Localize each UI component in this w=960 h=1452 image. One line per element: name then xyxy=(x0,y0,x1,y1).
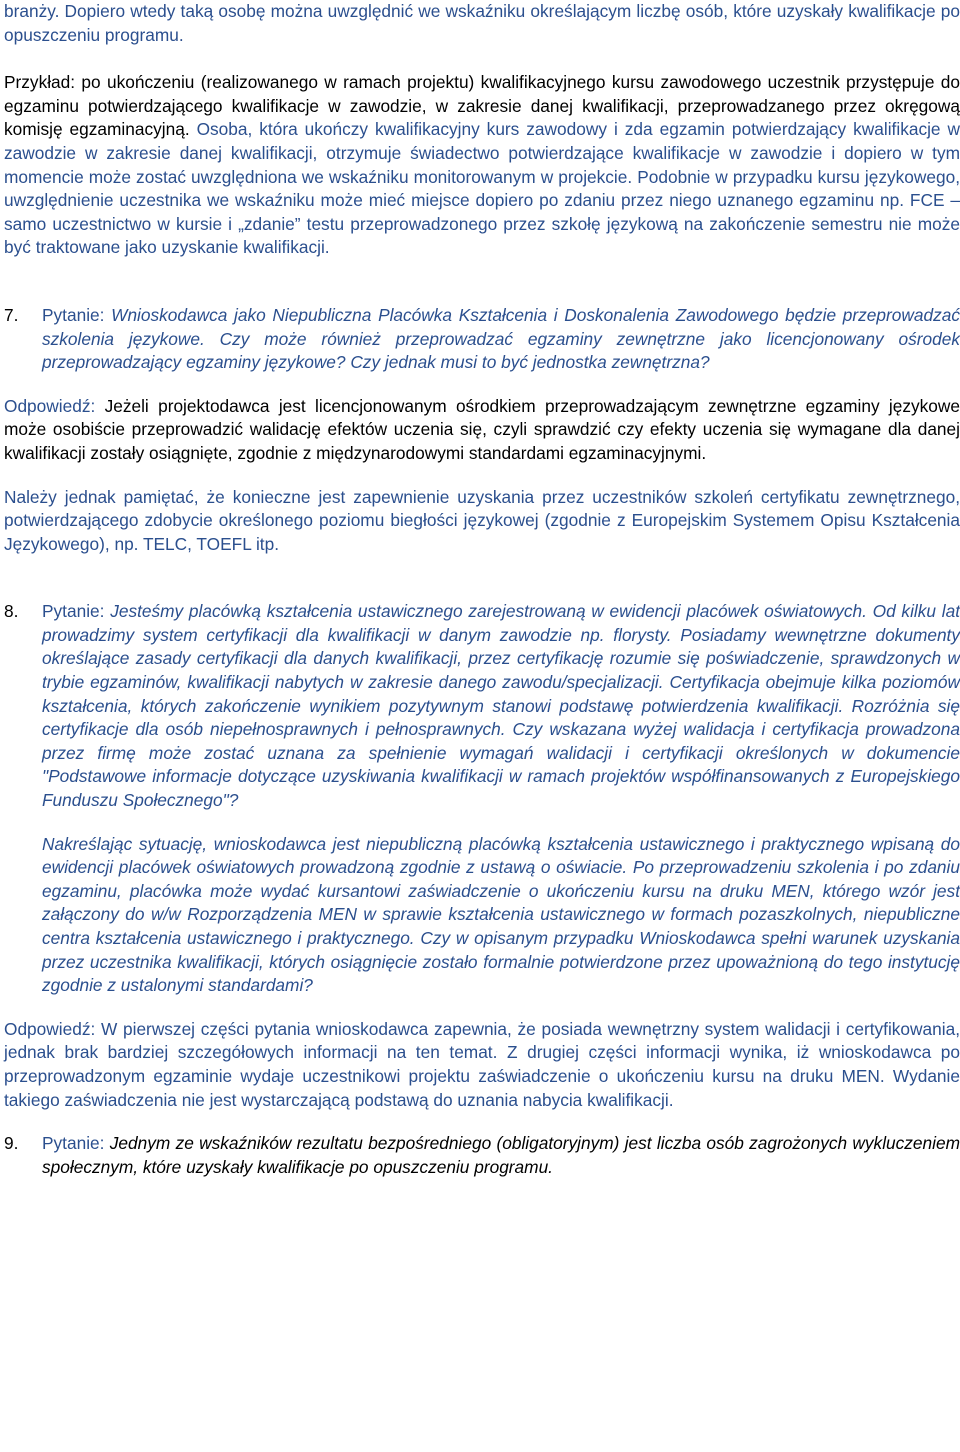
example-paragraph xyxy=(4,71,960,260)
answer-8 xyxy=(4,1018,960,1112)
question-7 xyxy=(4,304,960,375)
question-label: Pytanie: xyxy=(42,601,105,622)
question-8-body: Jesteśmy placówką kształcenia ustawicznego zarejestrowaną w ewidencji placówek oświatowych. Od kilku lat prowadzimy system certyfikacji dla kwalifikacji w danym zawodzie np. florysty. Posiadamy wewnętrzne dokumenty określające zasady certyfikacji dla danych kwalifikacji, przez certyfikację rozumie się poświadczenie, sprawdzonych w trybie egzaminów, kwalifikacji nabytych w zakresie danego zawodu/specjalizacji. Certyfikacja obejmuje kilka poziomów kształcenia, których zakończenie wynikiem pozytywnym stanowi podstawę potwierdzenia kwalifikacji. Rozróżnia się certyfikacje dla osób niepełnosprawnych i pełnosprawnych. Czy wskazana wyżej walidacja i certyfikacja prowadzona przez firmę może zostać uznana za spełnienie wymagań walidacji i certyfikacji określonych w dokumencie "Podstawowe informacje dotyczące uzyskiwania kwalifikacji w ramach projektów współfinansowanych z Europejskiego Funduszu Społecznego"? xyxy=(42,601,960,811)
question-8-context xyxy=(42,833,960,998)
question-label: Pytanie: xyxy=(42,304,105,325)
answer-7-note-text: Należy jednak pamiętać, że konieczne jest zapewnienie uzyskania przez uczestników szkoleń certyfikatu zewnętrznego, potwierdzającego zdobycie określonego poziomu biegłości językowej (zgodnie z Europejskim Systemem Opisu Kształcenia Językowego), np. TELC, TOEFL itp. xyxy=(4,486,960,554)
question-7-part-b: Czy może również przeprowadzać egzaminy zewnętrzne jako licencjonowany ośrodek przeprowadzający egzaminy językowe? Czy jednak musi to być jednostka zewnętrzna? xyxy=(42,328,960,373)
example-text-blue: Osoba, która ukończy kwalifikacyjny kurs zawodowy i zda egzamin potwierdzający kwalifikacje w zawodzie w zakresie danej kwalifikacji, otrzymuje świadectwo potwierdzające kwalifikacje w zawodzie i dopiero w tym momencie może zostać uwzględniona we wskaźniku monitorowanym w projekcie. Podobnie w przypadku kursu językowego, uwzględnienie uczestnika we wskaźniku może mieć miejsce dopiero po zdaniu przez niego uznanego egzaminu np. FCE – samo uczestnictwo w kursie i „zdanie” testu przeprowadzonego przez szkołę językową na zakończenie semestru nie może być traktowane jako uzyskanie kwalifikacji. xyxy=(4,119,960,258)
question-8-text xyxy=(42,600,960,812)
question-7-part-a: Wnioskodawca jako Niepubliczna Placówka Kształcenia i Doskonalenia Zawodowego będzie przeprowadzać szkolenia językowe. xyxy=(42,304,960,349)
question-8 xyxy=(4,600,960,998)
question-9-body: Jednym ze wskaźników rezultatu bezpośredniego (obligatoryjnym) jest liczba osób zagrożonych wykluczeniem społecznym, które uzyskały kwalifikacje po opuszczeniu programu. xyxy=(42,1133,960,1177)
answer-label: Odpowiedź: xyxy=(4,1018,96,1039)
question-number: 9. xyxy=(4,1133,19,1154)
question-9 xyxy=(4,1132,960,1179)
question-9-text xyxy=(42,1132,960,1179)
question-7-text xyxy=(42,304,960,375)
question-number: 8. xyxy=(4,601,19,622)
question-number: 7. xyxy=(4,304,19,325)
question-label: Pytanie: xyxy=(42,1133,105,1154)
intro-paragraph xyxy=(4,0,960,47)
intro-text: branży. Dopiero wtedy taką osobę można uwzględnić we wskaźniku określającym liczbę osób, które uzyskały kwalifikacje po opuszczeniu programu. xyxy=(4,1,960,45)
answer-8-text: W pierwszej części pytania wnioskodawca zapewnia, że posiada wewnętrzny system walidacji i certyfikowania, jednak brak bardziej szczegółowych informacji na ten temat. Z drugiej części informacji wynika, iż wnioskodawca po przeprowadzonym egzaminie wydaje uczestnikowi projektu zaświadczenie o ukończeniu kursu na druku MEN. Wydanie takiego zaświadczenia nie jest wystarczającą podstawą do uznania nabycia kwalifikacji. xyxy=(4,1018,960,1110)
answer-7 xyxy=(4,395,960,466)
question-8-context-text: Nakreślając sytuację, wnioskodawca jest niepubliczną placówką kształcenia ustawicznego i praktycznego wpisaną do ewidencji placówek oświatowych prowadzoną zgodnie z ustawą o oświacie. Po przeprowadzeniu szkolenia i po zdaniu egzaminu, placówka może wydać kursantowi zaświadczenie o ukończeniu kursu na druku MEN, którego wzór jest załączony do w/w Rozporządzenia MEN w sprawie kształcenia ustawicznego w formach pozaszkolnych, niepubliczne centra kształcenia ustawicznego i praktycznego. Czy w opisanym przypadku Wnioskodawca spełni warunek uzyskania przez uczestnika kwalifikacji, których osiągnięcie zostało formalnie potwierdzone przez upoważnioną do tego instytucję zgodnie z ustalonymi standardami? xyxy=(42,833,960,996)
answer-7-note xyxy=(4,486,960,557)
answer-label: Odpowiedź: xyxy=(4,395,96,416)
example-text-black: Przykład: po ukończeniu (realizowanego w ramach projektu) kwalifikacyjnego kursu zawodowego uczestnik przystępuje do egzaminu potwierdzającego kwalifikacje w zawodzie, w zakresie danej kwalifikacji, przeprowadzanego przez okręgową komisję egzaminacyjną. xyxy=(4,72,960,140)
answer-7-text: Jeżeli projektodawca jest licencjonowanym ośrodkiem przeprowadzającym zewnętrzne egzaminy językowe może osobiście przeprowadzić walidację efektów uczenia się, czyli sprawdzić czy efekty uczenia się wymagane dla danej kwalifikacji zostały osiągnięte, zgodnie z międzynarodowymi standardami egzaminacyjnymi. xyxy=(4,395,960,463)
